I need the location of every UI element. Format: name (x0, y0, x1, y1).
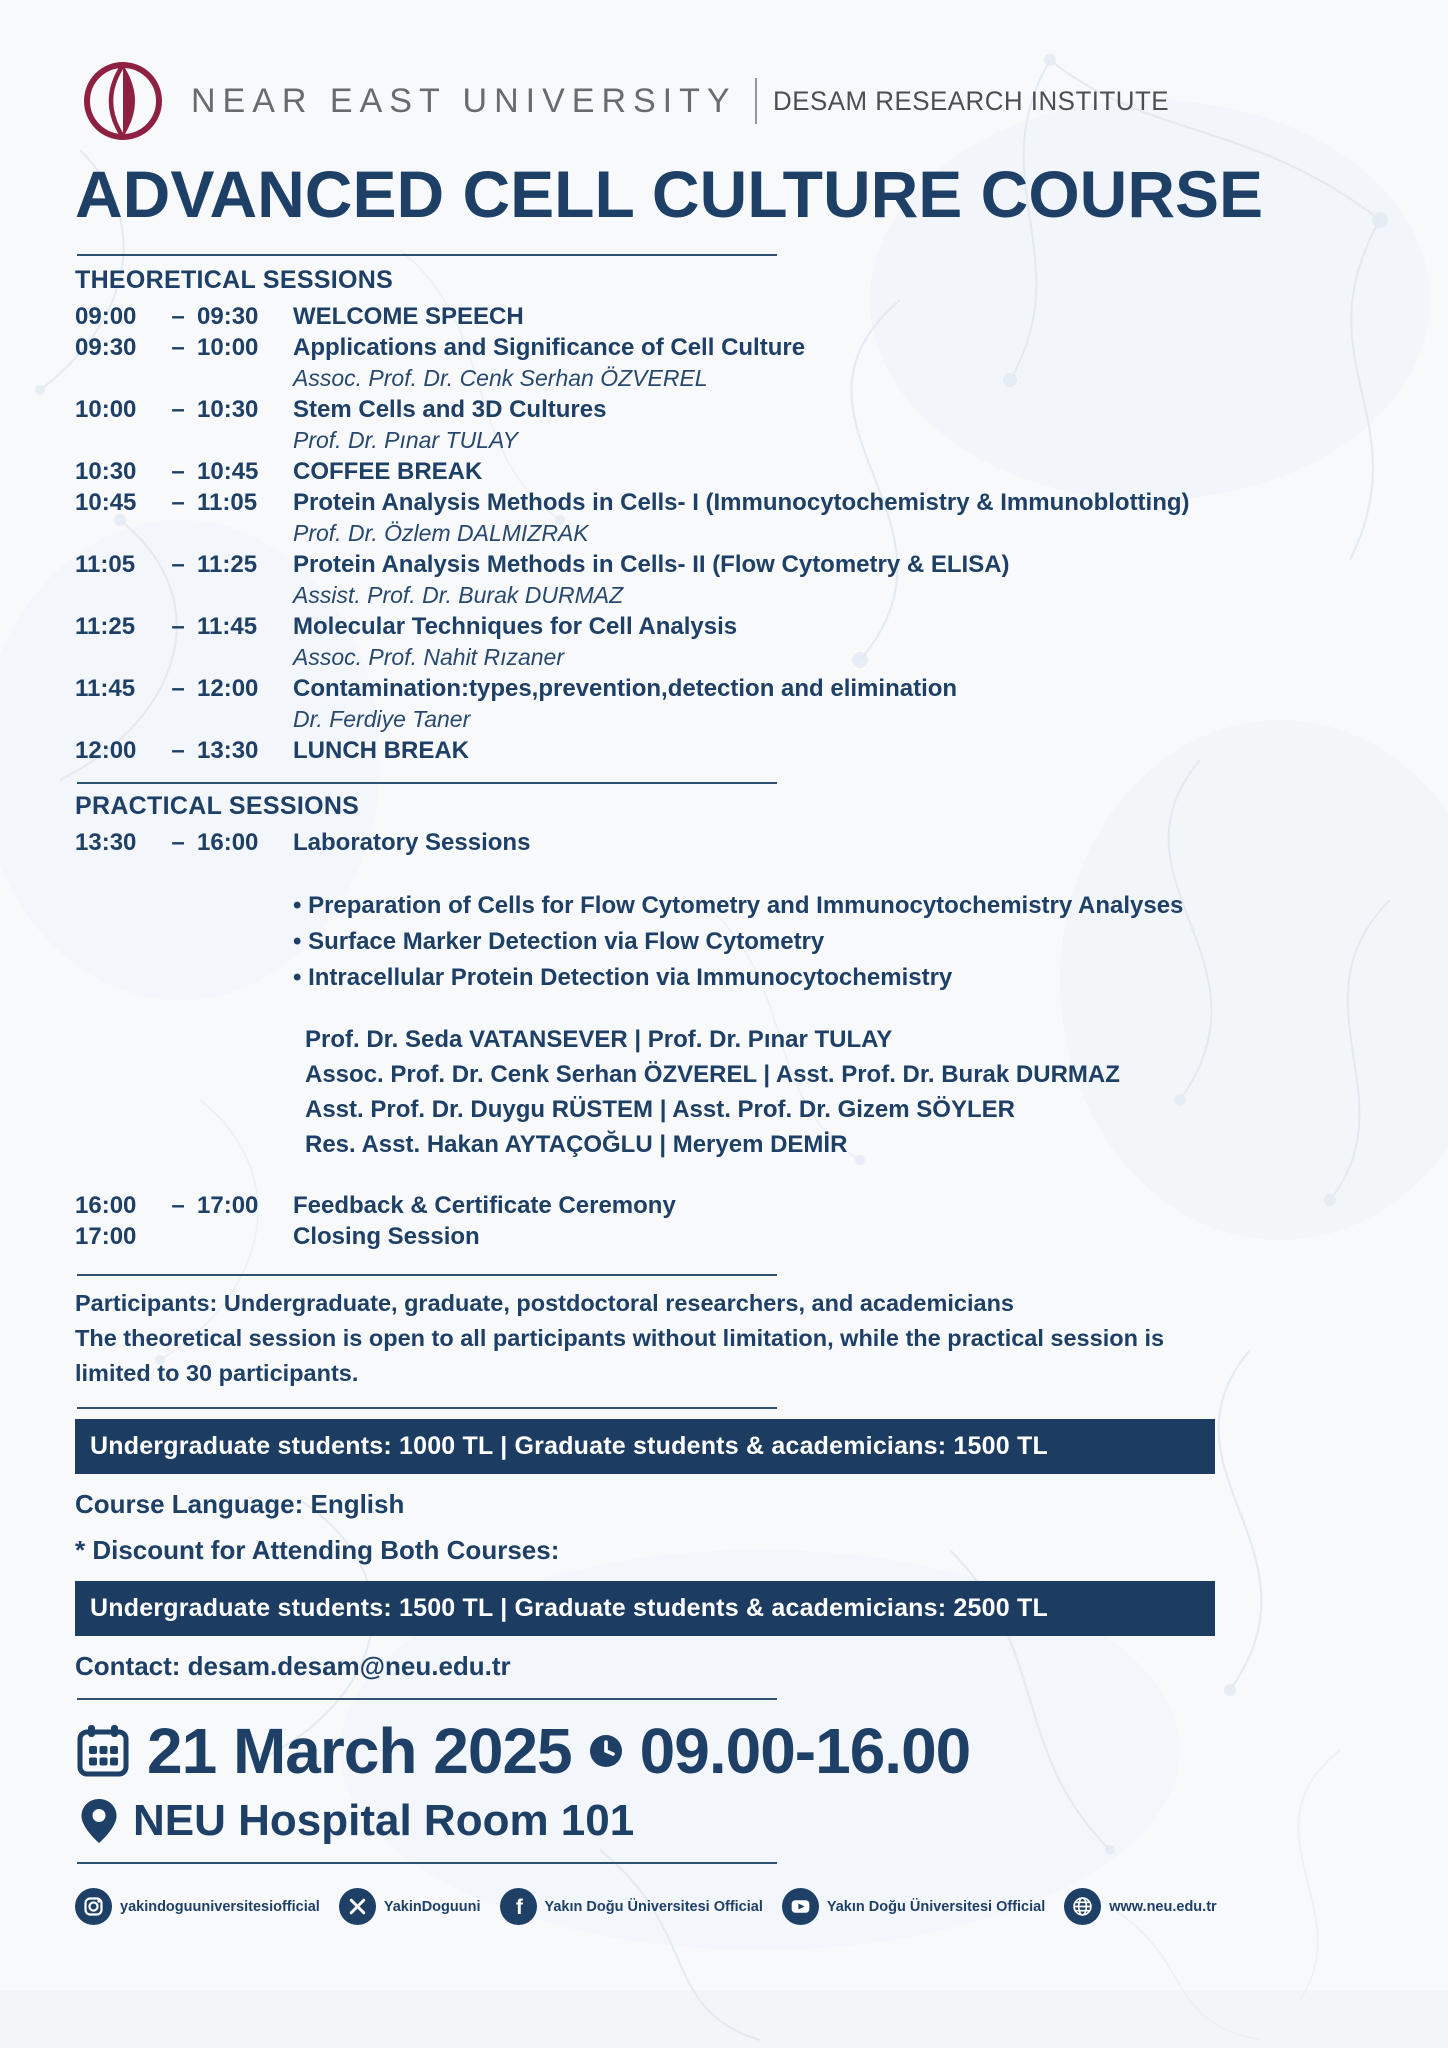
fee-banner-both-courses: Undergraduate students: 1500 TL | Graduate students & academicians: 2500 TL (75, 1581, 1215, 1636)
social-youtube[interactable] (782, 1888, 1045, 1925)
session-start-time: 10:45 (75, 489, 137, 516)
participants-info (75, 1286, 1378, 1391)
session-speaker: Assist. Prof. Dr. Burak DURMAZ (293, 582, 624, 608)
theoretical-sessions-section (75, 266, 1378, 766)
clock-icon (588, 1733, 624, 1769)
session-row (75, 1221, 1378, 1252)
session-time-dash: – (171, 458, 185, 485)
divider (77, 1274, 777, 1276)
divider (77, 782, 777, 784)
session-row (75, 735, 1378, 766)
event-time: 09.00-16.00 (639, 1715, 971, 1787)
session-title: Molecular Techniques for Cell Analysis (293, 613, 738, 640)
social-handle: Yakın Doğu Üniversitesi Official (826, 1898, 1046, 1915)
divider (77, 1698, 777, 1700)
lab-activity-list (293, 888, 1378, 996)
social-handle: YakinDoguuni (383, 1898, 481, 1915)
session-start-time: 16:00 (75, 1192, 137, 1219)
institute-name: DESAM RESEARCH INSTITUTE (772, 85, 1169, 116)
fee-banner-single-course: Undergraduate students: 1000 TL | Graduate students & academicians: 1500 TL (75, 1419, 1215, 1474)
website-link[interactable] (1064, 1888, 1216, 1925)
session-row (75, 487, 1378, 549)
x-icon (339, 1888, 376, 1925)
session-title: Laboratory Sessions (293, 829, 531, 856)
session-start-time: 10:00 (75, 396, 137, 423)
instagram-icon (75, 1888, 112, 1925)
facebook-icon (500, 1888, 537, 1925)
session-time-dash: – (171, 551, 185, 578)
session-row (75, 827, 1378, 858)
session-title: Contamination:types,prevention,detection and elimination (293, 675, 958, 702)
event-datetime-row (75, 1714, 1378, 1788)
social-x[interactable] (339, 1888, 481, 1925)
session-row (75, 1190, 1378, 1221)
session-time-dash: – (171, 675, 185, 702)
social-footer (75, 1888, 1378, 1925)
session-start-time: 12:00 (75, 737, 137, 764)
page-title: ADVANCED CELL CULTURE COURSE (75, 157, 1264, 231)
session-end-time: 17:00 (197, 1192, 259, 1219)
divider (77, 1407, 777, 1409)
participants-line: Participants: Undergraduate, graduate, postdoctoral researchers, and academicians (75, 1290, 1015, 1316)
event-date: 21 March 2025 (147, 1715, 572, 1787)
lab-activity-item: • Surface Marker Detection via Flow Cytometry (293, 924, 1378, 960)
location-pin-icon (79, 1797, 119, 1845)
session-row (75, 673, 1378, 735)
session-end-time: 11:05 (197, 489, 258, 516)
session-speaker: Prof. Dr. Pınar TULAY (293, 427, 518, 453)
contact-email[interactable]: Contact: desam.desam@neu.edu.tr (75, 1651, 511, 1681)
session-time-dash: – (171, 334, 185, 361)
session-time-dash: – (171, 1192, 185, 1219)
brand-divider (755, 78, 757, 124)
session-row (75, 611, 1378, 673)
session-time-dash: – (171, 303, 185, 330)
session-row (75, 301, 1378, 332)
event-location-row (79, 1796, 1378, 1846)
session-end-time: 10:30 (197, 396, 259, 423)
globe-icon (1064, 1888, 1101, 1925)
session-start-time: 11:25 (75, 613, 136, 640)
session-start-time: 09:30 (75, 334, 137, 361)
neu-logo-icon (75, 59, 175, 143)
social-facebook[interactable] (500, 1888, 763, 1925)
session-row (75, 549, 1378, 611)
calendar-icon (75, 1723, 131, 1779)
brand-header (75, 58, 1378, 144)
participants-line: limited to 30 participants. (75, 1360, 359, 1386)
session-title: LUNCH BREAK (293, 737, 469, 764)
session-title: COFFEE BREAK (293, 458, 483, 485)
session-title: Feedback & Certificate Ceremony (293, 1192, 676, 1219)
instructor-line: Assoc. Prof. Dr. Cenk Serhan ÖZVEREL | Asst. Prof. Dr. Burak DURMAZ (305, 1061, 1120, 1088)
section-heading-theoretical: THEORETICAL SESSIONS (75, 266, 394, 294)
session-row (75, 332, 1378, 394)
session-speaker: Prof. Dr. Özlem DALMIZRAK (293, 520, 589, 546)
university-name: NEAR EAST UNIVERSITY (191, 81, 737, 120)
section-heading-practical: PRACTICAL SESSIONS (75, 792, 360, 820)
session-time-dash: – (171, 489, 185, 516)
event-location: NEU Hospital Room 101 (133, 1796, 635, 1845)
session-start-time: 13:30 (75, 829, 137, 856)
discount-note: * Discount for Attending Both Courses: (75, 1535, 560, 1565)
course-language: Course Language: English (75, 1489, 405, 1519)
session-time-dash: – (171, 737, 185, 764)
social-handle: yakindoguuniversitesiofficial (120, 1898, 320, 1915)
session-end-time: 16:00 (197, 829, 259, 856)
session-end-time: 11:45 (197, 613, 258, 640)
session-end-time: 10:00 (197, 334, 259, 361)
session-end-time: 12:00 (197, 675, 259, 702)
session-row (75, 456, 1378, 487)
session-title: Protein Analysis Methods in Cells- II (Flow Cytometry & ELISA) (293, 551, 1010, 578)
session-end-time: 09:30 (197, 303, 259, 330)
participants-line: The theoretical session is open to all participants without limitation, while the practical session is (75, 1325, 1165, 1351)
session-start-time: 10:30 (75, 458, 137, 485)
social-handle: Yakın Doğu Üniversitesi Official (544, 1898, 763, 1915)
session-title: Protein Analysis Methods in Cells- I (Immunocytochemistry & Immunoblotting) (293, 489, 1190, 516)
session-title: WELCOME SPEECH (293, 303, 524, 330)
session-row (75, 394, 1378, 456)
session-title: Closing Session (293, 1223, 480, 1250)
session-start-time: 17:00 (75, 1223, 137, 1250)
session-speaker: Dr. Ferdiye Taner (293, 706, 471, 732)
session-title: Applications and Significance of Cell Culture (293, 334, 806, 361)
instructor-line: Res. Asst. Hakan AYTAÇOĞLU | Meryem DEMİR (305, 1131, 848, 1158)
lab-activity-item: • Preparation of Cells for Flow Cytometry and Immunocytochemistry Analyses (293, 888, 1378, 924)
session-start-time: 11:05 (75, 551, 136, 578)
session-time-dash: – (171, 829, 185, 856)
instructor-line: Prof. Dr. Seda VATANSEVER | Prof. Dr. Pınar TULAY (305, 1026, 893, 1053)
session-title: Stem Cells and 3D Cultures (293, 396, 607, 423)
session-time-dash: – (171, 396, 185, 423)
youtube-icon (782, 1888, 819, 1925)
instructor-list (305, 1022, 1378, 1162)
lab-activity-item: • Intracellular Protein Detection via Immunocytochemistry (293, 960, 1378, 996)
practical-sessions-section (75, 792, 1378, 1252)
session-start-time: 09:00 (75, 303, 137, 330)
instructor-line: Asst. Prof. Dr. Duygu RÜSTEM | Asst. Prof. Dr. Gizem SÖYLER (305, 1096, 1015, 1123)
svg-text:f: f (515, 1896, 523, 1920)
session-end-time: 13:30 (197, 737, 259, 764)
closing-rows (75, 1190, 1378, 1252)
website-url: www.neu.edu.tr (1109, 1898, 1217, 1915)
session-end-time: 11:25 (197, 551, 258, 578)
session-speaker: Assoc. Prof. Dr. Cenk Serhan ÖZVEREL (293, 365, 708, 391)
divider (77, 254, 777, 256)
session-speaker: Assoc. Prof. Nahit Rızaner (293, 644, 564, 670)
session-start-time: 11:45 (75, 675, 136, 702)
divider (77, 1862, 777, 1864)
social-instagram[interactable] (75, 1888, 320, 1925)
session-end-time: 10:45 (197, 458, 259, 485)
session-time-dash: – (171, 613, 185, 640)
